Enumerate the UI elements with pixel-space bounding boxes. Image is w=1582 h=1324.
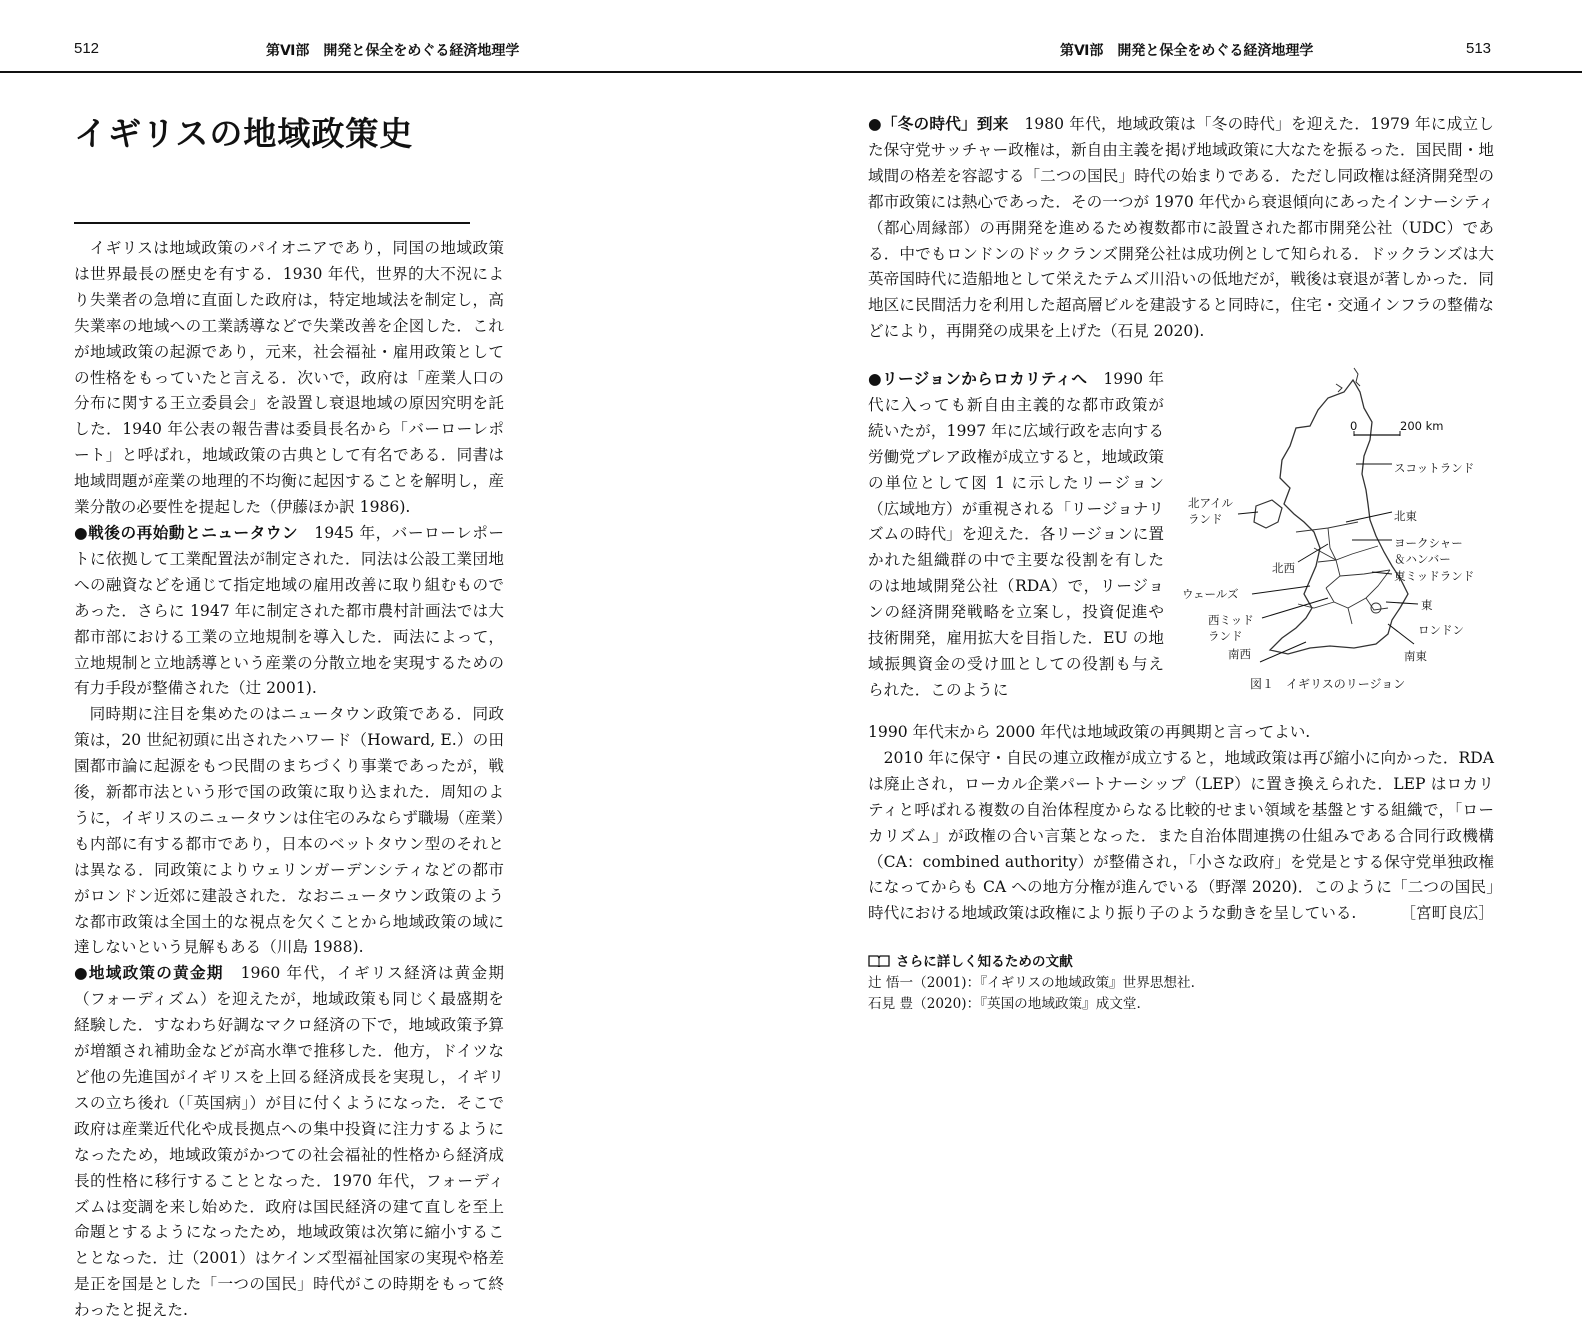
region-continuation: 1990 年代末から 2000 年代は地域政策の再興期と言ってよい. <box>868 723 1311 741</box>
label-northern-ireland-2: ランド <box>1188 512 1223 526</box>
label-west-midlands-1: 西ミッド <box>1208 613 1254 627</box>
reference-item: 辻 悟一（2001)：『イギリスの地域政策』世界思想社. <box>868 975 1195 991</box>
further-reading-heading-text: さらに詳しく知るための文献 <box>896 954 1073 970</box>
section-golden-age-text: 1960 年代，イギリス経済は黄金期（フォーディズム）を迎えたが，地域政策も同じく最盛期を経験した．すなわち好調なマクロ経済の下で，地域政策予算が増額され補助金などが高水準で推移した．他方，ドイツなど他の先進国がイギリスを上回る経済成長を実現し，イギリスの立ち後れ（「英国病」）が目に付くようになった．そこで政府は産業近代化や成長拠点への集中投資に注力するようになったため，地域政策がかつての社会福祉的性格から経済成長的性格に移行することとなった．1970 年代，フォーディズムは変調を来し始めた．政府は国民経済の建て直しを至上命題とするようになったため，地域政策は次第に縮小することとなった．辻（2001）はケインズ型福祉国家の実現や格差是正を国是とした「一つの国民」時代がこの時期をもって終わったと捉えた. <box>74 964 504 1320</box>
section-heading-winter: ●「冬の時代」到来 <box>868 115 1009 133</box>
label-south-east: 南東 <box>1404 649 1427 663</box>
label-east-midlands: 東ミッドランド <box>1394 569 1475 583</box>
intro-paragraph: イギリスは地域政策のパイオニアであり，同国の地域政策は世界最長の歴史を有する．1930 年代，世界的大不況により失業者の急増に直面した政府は，特定地域法を制定し，高失業率の地域への工業誘導などで失業改善を企図した．これが地域政策の起源であり，元来，社会福祉・雇用政策としての性格をもっていたと言える．次いで，政府は「産業人口の分布に関する王立委員会」を設置し衰退地域の原因究明を託した．1940 年公表の報告書は委員長名から「バーローレポート」と呼ばれ，地域政策の古典として有名である．同書は地域問題が産業の地理的不均衡に起因することを解明し，産業分散の必要性を提起した（伊藤ほか訳 1986). <box>74 239 504 517</box>
further-reading <box>868 952 1494 1015</box>
open-book-icon <box>868 954 890 967</box>
orkney-islands <box>1336 384 1342 392</box>
right-page-number: 513 <box>1466 40 1492 57</box>
section-postwar-text: 1945 年，バーローレポートに依拠して工業配置法が制定された．同法は公設工業団地への融資などを通じて指定地域の雇用改善に取り組むものであった．さらに 1947 年に制定された都市農村計画法では大都市部における工業の立地規制を導入した．両法によって，立地規制と立地誘導という産業の分散立地を実現するための有力手段が整備された（辻 2001). <box>74 523 504 698</box>
label-west-midlands-2: ランド <box>1208 629 1243 643</box>
section-winter-text: 1980 年代，地域政策は「冬の時代」を迎えた．1979 年に成立した保守党サッチャー政権は，新自由主義を掲げ地域政策に大なたを振るった．国民間・地域間の格差を容認する「二つの国民」時代の始まりである．ただし同政権は経済開発型の都市政策には熱心であった．その一つが 1970 年代から衰退傾向にあったインナーシティ（都心周縁部）の再開発を進めるため複数都市に設置された都市開発公社（UDC）である．中でもロンドンのドックランズ開発公社は成功例として知られる．ドックランズは大英帝国時代に造船地として栄えたテムズ川沿いの低地だが，戦後は衰退が著しかった．同地区に民間活力を利用した超高層ビルを建設すると同時に，住宅・交通インフラの整備などにより，再開発の成果を上げた（石見 2020). <box>868 115 1494 341</box>
section-heading-region: ●リージョンからロカリティへ <box>868 370 1088 388</box>
right-column-beside-figure <box>868 367 1164 704</box>
label-scotland: スコットランド <box>1394 461 1475 475</box>
uk-regions-map <box>1178 362 1498 698</box>
label-east: 東 <box>1421 598 1433 612</box>
label-north-east: 北東 <box>1394 509 1417 523</box>
locality-text: 2010 年に保守・自民の連立政権が成立すると，地域政策は再び縮小に向かった．RDA は廃止され，ローカル企業パートナーシップ（LEP）に置き換えられた．LEP はロカリティと呼ばれる複数の自治体程度からなる比較的せまい領域を基盤とする組織で，「ローカリズム」が政権の合い言葉となった．また自治体間連携の仕組みである合同行政機構（CA：combined authority）が整備され，「小さな政府」を党是とする保守党単独政権になってからも CA への地方分権が進んでいる（野澤 2020)．このように「二つの国民」時代における地域政策は政権により振り子のような動きを呈している. <box>868 748 1494 923</box>
label-yorkshire-1: ヨークシャー <box>1394 536 1463 550</box>
scale-zero-label: 0 <box>1350 419 1358 433</box>
article-title: イギリスの地域政策史 <box>74 114 414 153</box>
northern-ireland-outline <box>1254 500 1282 528</box>
label-north-west: 北西 <box>1272 561 1295 575</box>
locality-paragraph <box>868 746 1494 927</box>
figure-caption: 図１ イギリスのリージョン <box>1250 677 1406 691</box>
section-region <box>868 367 1164 704</box>
label-south-west: 南西 <box>1228 647 1251 661</box>
newtown-paragraph: 同時期に注目を集めたのはニュータウン政策である．同政策は，20 世紀初頭に出されたハワード（Howard, E.）の田園都市論に起源をもつ民間のまちづくり事業であったが，戦後，新都市法という形で国の政策に取り込まれた．周知のように，イギリスのニュータウンは住宅のみならず職場（産業）も内部に有する都市であり，日本のベットタウン型のそれとは異なる．同政策によりウェリンガーデンシティなどの都市がロンドン近郊に建設された．なおニュータウン政策のような都市政策は全国土的な視点を欠くことから地域政策の域に達しないという見解もある（川島 1988). <box>74 705 504 957</box>
scale-distance-label: 200 km <box>1400 419 1444 433</box>
section-golden-age <box>74 961 504 1324</box>
section-winter <box>868 112 1494 345</box>
left-page-number: 512 <box>74 40 100 57</box>
left-running-header: 第Ⅵ部 開発と保全をめぐる経済地理学 <box>266 43 520 59</box>
right-column-bottom <box>868 720 1494 927</box>
right-running-header: 第Ⅵ部 開発と保全をめぐる経済地理学 <box>1060 43 1314 59</box>
section-heading-postwar: ●戦後の再始動とニュータウン <box>74 523 299 542</box>
section-heading-golden-age: ●地域政策の黄金期 <box>74 964 224 983</box>
right-column-top <box>868 112 1494 345</box>
label-wales: ウェールズ <box>1182 587 1239 601</box>
further-reading-heading <box>868 952 1494 973</box>
label-yorkshire-2: ＆ハンバー <box>1394 552 1451 566</box>
section-region-text: 1990 年代に入っても新自由主義的な都市政策が続いたが，1997 年に広域行政を志向する労働党ブレア政権が成立すると，地域政策の単位として図 1 に示したリージョン（広域地方）が重視される「リージョナリズムの時代」を迎えた．各リージョンに置かれた組織群の中で主要な役割を有したのは地域開発公社（RDA）で，リージョンの経済開発戦略を立案し，投資促進や技術開発，雇用拡大を目指した．EU の地域振興資金の受け皿としての役割も与えられた．このように <box>868 370 1164 699</box>
header-rule <box>0 71 1582 73</box>
title-underline <box>74 222 470 224</box>
section-postwar <box>74 521 504 702</box>
label-northern-ireland-1: 北アイル <box>1188 496 1233 510</box>
author-name: ［宮町良広］ <box>1400 904 1494 923</box>
left-column <box>74 236 504 1324</box>
reference-item: 石見 豊（2020)：『英国の地域政策』成文堂. <box>868 996 1141 1012</box>
region-boundaries <box>1296 522 1390 624</box>
label-london: ロンドン <box>1418 623 1464 637</box>
great-britain-outline <box>1270 380 1408 654</box>
